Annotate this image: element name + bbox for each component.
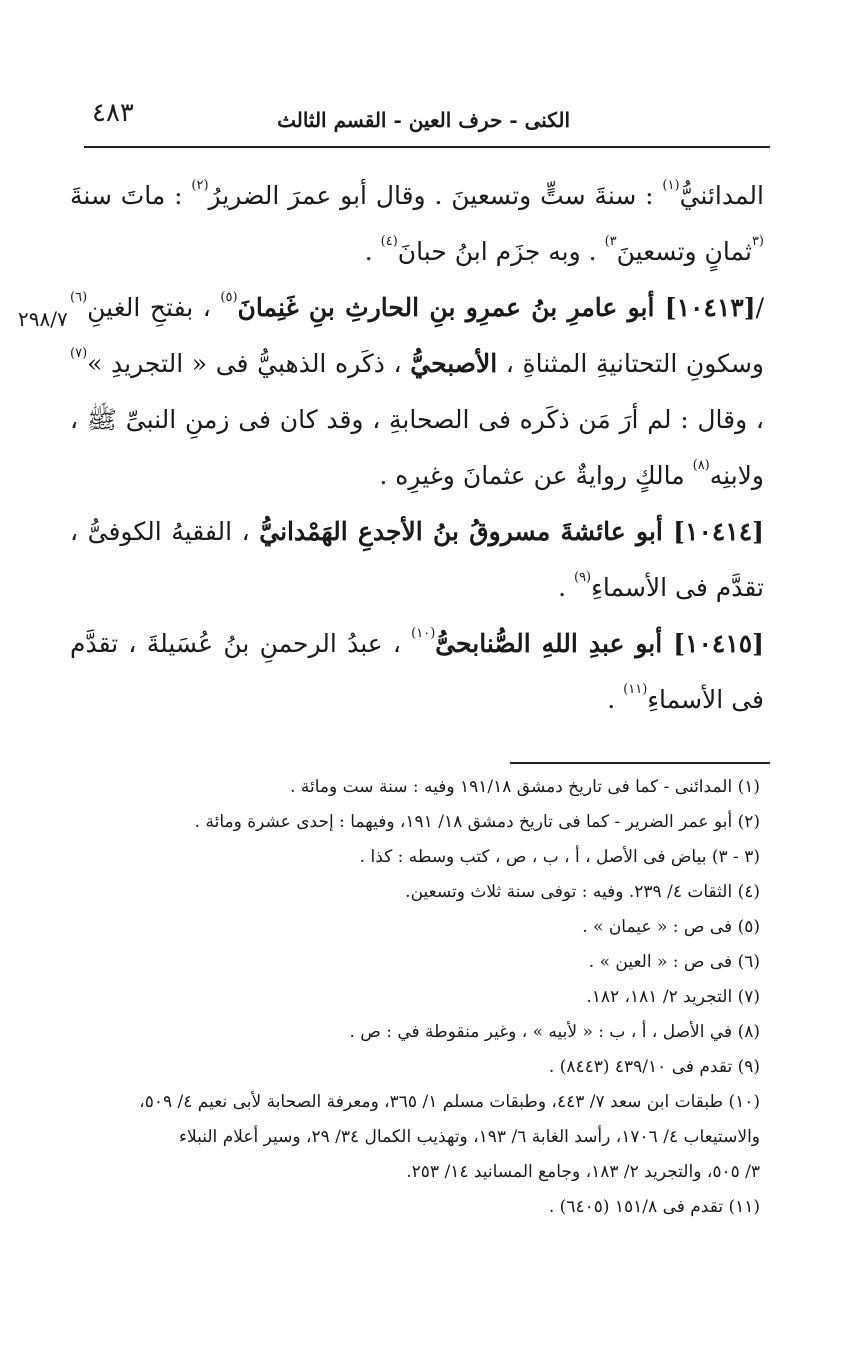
- entry-name: أبو عائشةَ مسروقُ بنُ الأجدعِ الهَمْدانيُّ: [259, 517, 674, 546]
- footnote-ref: (١): [662, 177, 680, 193]
- footnote-10-line-1: (١٠) طبقات ابن سعد ٧/ ٤٤٣، وطبقات مسلم ١/ ٣٦٥، ومعرفة الصحابة لأبى نعيم ٤/ ٥٠٩،: [139, 1092, 760, 1112]
- entry-name: أبو عبدِ اللهِ الصُّنابحىُّ: [435, 629, 674, 658]
- entry-number: [١٠٤١٤]: [673, 517, 764, 546]
- text-run: ، الفقيهُ الكوفىُّ ، تقدَّم فى الأسماءِ: [70, 517, 764, 602]
- footnote-11: (١١) تقدم فى ١٥١/٨ (٦٤٠٥) .: [548, 1197, 760, 1217]
- page-number: ٤٨٣: [92, 98, 134, 128]
- page-header: [84, 96, 770, 148]
- text-run: ، عبدُ الرحمنِ بنُ عُسَيلةَ ، تقدَّم فى الأسماءِ: [70, 629, 764, 714]
- footnote-6: (٦) فى ص : « العين » .: [588, 952, 760, 972]
- text-run: ، وقال : لم أرَ مَن ذكَره فى الصحابةِ ، وقد كان فى زمنِ النبىِّ ﷺ ، ولابنِه: [70, 405, 764, 490]
- text-run: مالكٍ روايةٌ عن عثمانَ وغيرِه .: [379, 461, 693, 490]
- running-title: الكنى - حرف العين - القسم الثالث: [277, 108, 570, 132]
- footnote-7: (٧) التجريد ٢/ ١٨١، ١٨٢.: [586, 987, 760, 1007]
- footnote-ref: ٣): [604, 233, 617, 249]
- footnote-9: (٩) تقدم فى ٤٣٩/١٠ (٨٤٤٣) .: [548, 1057, 760, 1077]
- text-run: .: [558, 573, 574, 602]
- nisba: الأصبحيُّ: [410, 349, 498, 378]
- text-run: ، ذكَره الذهبيُّ فى « التجريدِ »: [87, 349, 411, 378]
- footnote-1: (١) المدائنى - كما فى تاريخ دمشق ١٩١/١٨ وفيه : سنة ست ومائة .: [290, 777, 760, 797]
- entry-10413: [70, 280, 764, 504]
- footnote-10-line-2: والاستيعاب ٤/ ١٧٠٦، رأسد الغابة ٦/ ١٩٣، وتهذيب الكمال ٣٤/ ٢٩، وسير أعلام النبلاء: [178, 1127, 760, 1147]
- text-run: ثمانٍ وتسعينَ: [616, 237, 752, 266]
- text-run: ، بفتحِ الغينِ: [87, 293, 221, 322]
- entry-number: [١٠٤١٥]: [673, 629, 765, 658]
- entry-number: [١٠٤١٣]: [664, 293, 756, 322]
- entry-10414: [70, 504, 764, 616]
- text-run: .: [607, 685, 624, 714]
- footnote-ref: (٧): [70, 345, 88, 361]
- footnotes: [66, 770, 760, 1225]
- footnote-ref: (٥): [220, 289, 238, 305]
- footnote-ref: (٤): [380, 233, 398, 249]
- footnote-ref: (٣: [751, 233, 764, 249]
- footnote-ref: (١١): [623, 681, 648, 697]
- footnote-ref: (٦): [70, 289, 88, 305]
- footnote-2: (٢) أبو عمر الضرير - كما فى تاريخ دمشق ١٨/ ١٩١، وفيهما : إحدى عشرة ومائة .: [194, 812, 760, 832]
- footnote-8: (٨) في الأصل ، أ ، ب : « لأبيه » ، وغير منقوطة في : ص .: [349, 1022, 760, 1042]
- footnote-ref: (٩): [573, 569, 592, 585]
- footnote-divider: [510, 762, 770, 764]
- footnote-4: (٤) الثقات ٤/ ٢٣٩. وفيه : توفى سنة ثلاث وتسعين.: [405, 882, 760, 902]
- text-run: وسكونِ التحتانيةِ المثناةِ ،: [497, 349, 764, 378]
- main-text: [70, 168, 764, 728]
- text-run: : ماتَ سنةَ: [70, 181, 192, 210]
- footnote-ref: (١٠): [411, 625, 436, 641]
- margin-reference: ٢٩٨/٧: [18, 307, 68, 331]
- footnote-10-line-3: ٣/ ٥٠٥، والتجريد ٢/ ١٨٣، وجامع المسانيد ١٤/ ٢٥٣.: [406, 1162, 760, 1182]
- folio-mark: /: [755, 293, 764, 322]
- footnote-ref: (٢): [191, 177, 209, 193]
- entry-name: أبو عامرِ بنُ عمرِو بنِ الحارثِ بنِ غَنِمانَ: [237, 293, 665, 322]
- text-run: .: [364, 237, 381, 266]
- footnote-5: (٥) فى ص : « عيمان » .: [582, 917, 760, 937]
- footnote-3: (٣ - ٣) بياض فى الأصل ، أ ، ب ، ص ، كتب وسطه : كذا .: [359, 847, 760, 867]
- text-run: المدائنيُّ: [679, 181, 764, 210]
- text-run: : سنةَ ستٍّ وتسعينَ . وقال أبو عمرَ الضريرُ: [208, 181, 663, 210]
- entry-10415: [70, 616, 764, 728]
- footnote-ref: (٨): [692, 457, 710, 473]
- paragraph-continuation: [70, 168, 764, 280]
- text-run: . وبه جزَم ابنُ حبانَ: [397, 237, 605, 266]
